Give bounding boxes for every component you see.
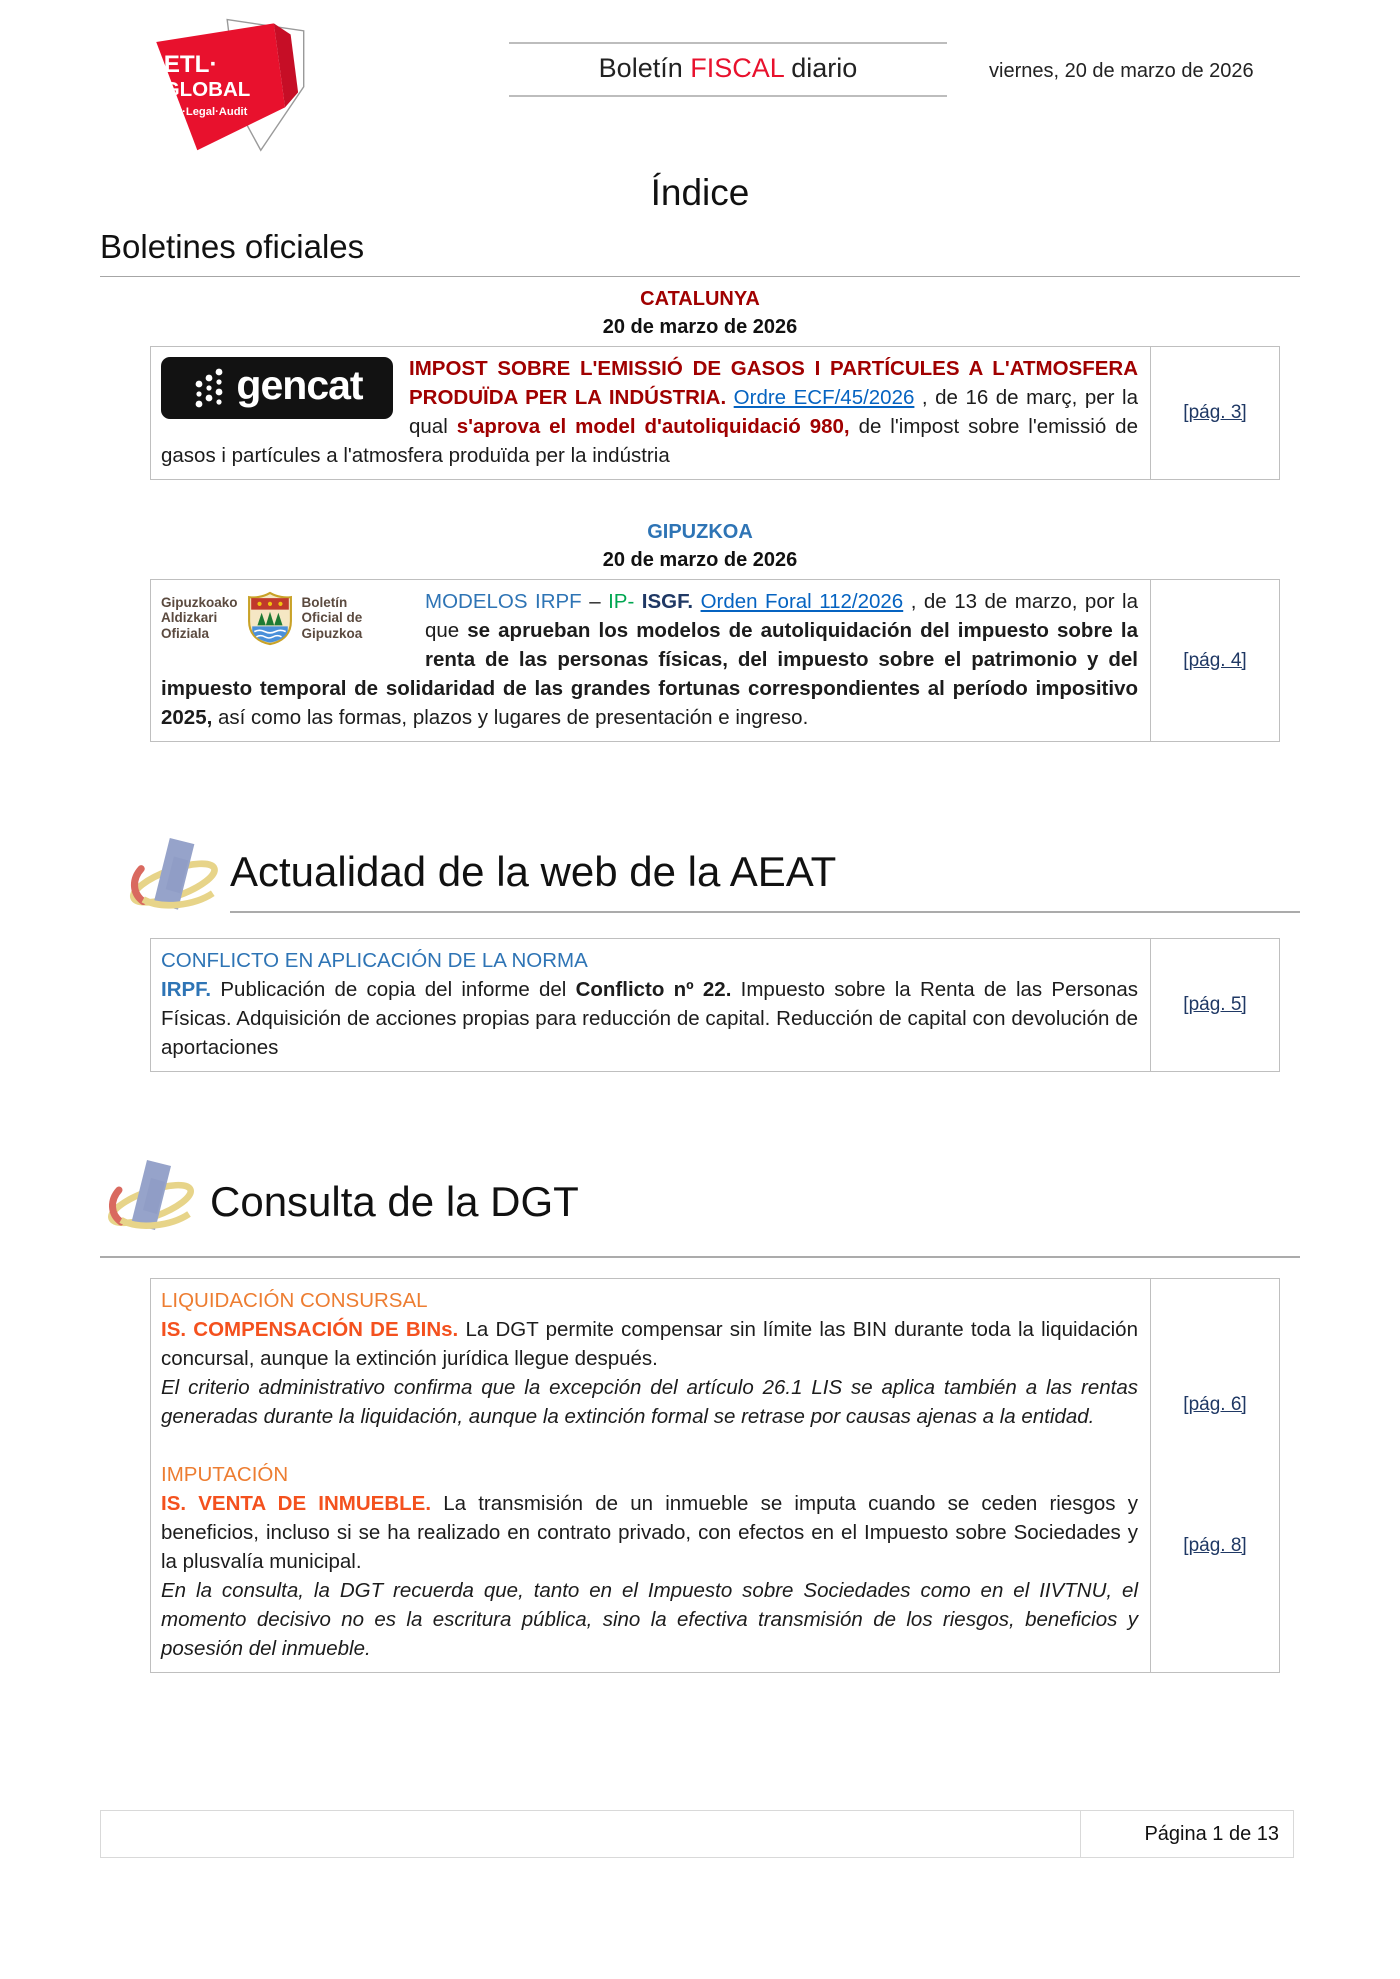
dgt-block-0-lead: IS. COMPENSACIÓN DE BINs. (161, 1318, 459, 1341)
spacer (161, 1431, 1138, 1460)
entry-dgt (150, 1278, 1280, 1673)
dgt-block-0-text: La DGT permite compensar sin límite las BIN durante toda la liquidación concursal, aunque la extinción jurídica llegue después. (161, 1318, 1138, 1370)
entry-catalunya (150, 346, 1280, 480)
entry-catalunya-mid: , de 16 de març, per la qual (409, 386, 1138, 438)
dgt-block-imputacion (161, 1460, 1138, 1663)
dgt-logo-icon (100, 1158, 210, 1246)
dgt-block-1-text: La transmisión de un inmueble se imputa cuando se ceden riesgos y beneficios, incluso si se ha realizado en contrato privado, con efectos en el Impuesto sobre Sociedades y la plusvalía municipal. (161, 1492, 1138, 1573)
etl-logo-line1: ETL· (163, 50, 218, 78)
entry-aeat-category: CONFLICTO EN APLICACIÓN DE LA NORMA (161, 949, 588, 972)
section-head-aeat (126, 836, 1300, 926)
region-date-gipuzkoa: 20 de marzo de 2026 (602, 549, 798, 571)
gencat-logo-text: gencat (236, 361, 363, 408)
page-ref-link-3[interactable]: [pág. 3] (1183, 402, 1247, 423)
spacer (0, 742, 1400, 836)
section-heading-dgt: Consulta de la DGT (210, 1177, 579, 1225)
dgt-block-1-italic: En la consulta, la DGT recuerda que, tanto en el Impuesto sobre Sociedades como en el IIVTNU, el momento decisivo no es la escritura pública, sino la efectiva transmisión de los riesgos, beneficios y posesión del inmueble. (161, 1579, 1138, 1660)
entry-aeat-text (151, 939, 1151, 1071)
entry-gipuzkoa-dash: – (589, 590, 609, 613)
dgt-block-1-lead: IS. VENTA DE INMUEBLE. (161, 1492, 432, 1515)
entry-gipuzkoa-title-navy: ISGF. (641, 590, 701, 613)
entry-gipuzkoa-text (151, 580, 1151, 741)
entry-aeat-lead: IRPF. (161, 978, 212, 1001)
page-header (0, 0, 1400, 150)
entry-catalunya-bold: s'aprova el model d'autoliquidació 980, (456, 415, 850, 438)
entry-aeat-conflicto (150, 938, 1280, 1072)
entry-catalunya-text (151, 347, 1151, 479)
dgt-block-1-body (161, 1489, 1138, 1576)
entry-gipuzkoa-title-blue: MODELOS IRPF (425, 590, 590, 613)
entry-aeat-bold: Conflicto nº 22. (575, 978, 732, 1001)
etl-logo-line3: Tax·Legal·Audit (163, 105, 248, 118)
page-ref-link-4[interactable]: [pág. 4] (1183, 649, 1247, 671)
entry-catalunya-rest: de l'impost sobre l'emissió de gasos i partícules a l'atmosfera produïda per la indústria (161, 415, 1138, 467)
section-head-dgt (100, 1158, 1300, 1258)
gipuzkoa-logo-left-text: Gipuzkoako Aldizkari Ofiziala (161, 594, 238, 641)
dgt-block-liquidacion (161, 1286, 1138, 1431)
bulletin-date: viernes, 20 de marzo de 2026 (989, 60, 1254, 82)
entry-gipuzkoa-bold: se aprueban los modelos de autoliquidación del impuesto sobre la renta de las personas físicas, del impuesto sobre el patrimonio y del impuesto temporal de solidaridad de las grandes fortunas correspondientes al período impositivo 2025, (161, 619, 1138, 729)
spacer (0, 926, 1400, 938)
region-heading-catalunya: CATALUNYA (640, 288, 760, 310)
page-ref-link-5[interactable]: [pág. 5] (1183, 994, 1247, 1015)
ordre-ecf-link[interactable]: Ordre ECF/45/2026 (733, 386, 915, 409)
bulletin-title (509, 42, 947, 97)
entry-gipuzkoa (150, 579, 1280, 742)
dgt-block-0-body (161, 1315, 1138, 1373)
spacer (0, 480, 1400, 510)
etl-logo-line2: GLOBAL (163, 78, 251, 102)
page-footer (100, 1810, 1294, 1858)
section-heading-boletines: Boletines oficiales (100, 228, 1300, 277)
entry-aeat-page-cell (1151, 939, 1279, 1071)
orden-foral-link[interactable]: Orden Foral 112/2026 (700, 590, 904, 613)
bulletin-title-pre: Boletín (598, 53, 691, 83)
footer-page-number: Página 1 de 13 (1144, 1822, 1279, 1845)
entry-gipuzkoa-title-green: IP- (608, 590, 642, 613)
region-date-catalunya: 20 de marzo de 2026 (602, 316, 798, 338)
entry-dgt-page-cell (1151, 1279, 1279, 1672)
gipuzkoa-bulletin-logo (161, 590, 413, 646)
spacer (0, 1072, 1400, 1158)
bulletin-title-accent: FISCAL (690, 53, 784, 83)
gencat-logo (161, 357, 393, 419)
page-ref-link-6[interactable]: [pág. 6] (1183, 1393, 1247, 1415)
entry-gipuzkoa-rest: así como las formas, plazos y lugares de presentación e ingreso. (218, 706, 809, 729)
entry-dgt-text (151, 1279, 1151, 1672)
entry-catalunya-page-cell (1151, 347, 1279, 479)
dgt-block-1-category: IMPUTACIÓN (161, 1463, 289, 1486)
gipuzkoa-logo-right-text: Boletín Oficial de Gipuzkoa (301, 594, 363, 641)
index-title: Índice (650, 172, 750, 213)
etl-global-logo-icon (126, 14, 361, 154)
dgt-block-0-category: LIQUIDACIÓN CONSURSAL (161, 1289, 428, 1312)
gipuzkoa-coat-of-arms-icon (247, 590, 293, 646)
entry-gipuzkoa-mid: , de 13 de marzo, por la que (425, 590, 1138, 642)
page-ref-link-8[interactable]: [pág. 8] (1183, 1535, 1247, 1557)
entry-gipuzkoa-page-cell (1151, 580, 1279, 741)
footer-empty-cell (101, 1811, 1081, 1857)
region-heading-gipuzkoa: GIPUZKOA (647, 521, 753, 543)
entry-aeat-rest: Impuesto sobre la Renta de las Personas Físicas. Adquisición de acciones propias para reducción de capital. Reducción de capital con devolución de aportaciones (161, 978, 1139, 1059)
section-heading-aeat: Actualidad de la web de la AEAT (230, 849, 1300, 913)
bulletin-title-post: diario (783, 53, 858, 83)
spacer (0, 1258, 1400, 1278)
gencat-dots-icon (191, 364, 227, 412)
dgt-block-0-italic: El criterio administrativo confirma que la excepción del artículo 26.1 LIS se aplica también a las rentas generadas durante la liquidación, aunque la extinción formal se retrase por causas ajenas a la entidad. (161, 1376, 1138, 1428)
entry-aeat-t1: Publicación de copia del informe del (220, 978, 576, 1001)
entry-catalunya-title: IMPOST SOBRE L'EMISSIÓ DE GASOS I PARTÍCULES A L'ATMOSFERA PRODUÏDA PER LA INDÚSTRIA. (409, 357, 1138, 409)
aeat-logo-icon (126, 836, 230, 926)
